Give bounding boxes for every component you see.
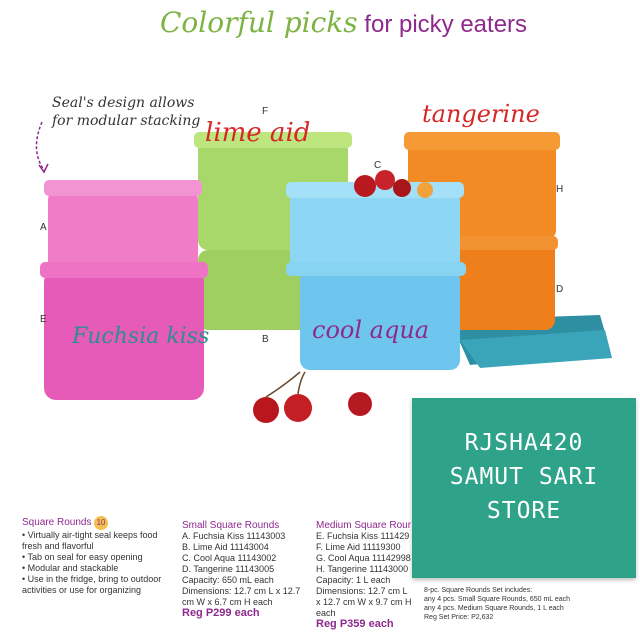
callout-arrow: [36, 122, 44, 170]
stacking-note: Seal's design allows for modular stacking: [52, 95, 201, 129]
cool-aqua-label: cool aqua: [312, 316, 430, 344]
small-rounds-block: [182, 520, 312, 619]
small-capacity: Capacity: 650 mL each: [182, 575, 274, 585]
page-badge: 10: [94, 516, 108, 530]
features-block: [22, 516, 172, 596]
set-info-line: Reg Set Price: P2,632: [424, 614, 494, 621]
medium-rounds-block: [316, 520, 412, 630]
small-dimensions: Dimensions: 12.7 cm L x 12.7 cm W x 6.7 cm H each: [182, 586, 301, 607]
medium-item: G. Cool Aqua 11142998: [316, 553, 411, 563]
feature-item: • Virtually air-tight seal keeps food fresh and flavorful: [22, 530, 158, 551]
fuchsia-kiss-label: Fuchsia kiss: [72, 324, 210, 349]
feature-item: • Use in the fridge, bring to outdoor activities or use for organizing: [22, 574, 162, 595]
features-list: [22, 530, 172, 596]
feature-item: • Tab on seal for easy opening: [22, 552, 143, 562]
tangerine-label: tangerine: [422, 100, 540, 128]
store-line-1: RJSHA420: [464, 430, 584, 456]
medium-heading: Medium Square Rour: [316, 520, 412, 531]
small-price: Reg P299 each: [182, 607, 260, 619]
medium-item: E. Fuchsia Kiss 111429: [316, 531, 410, 541]
small-item: D. Tangerine 11143005: [182, 564, 275, 574]
feature-item: • Modular and stackable: [22, 563, 119, 573]
set-info-line: 8-pc. Square Rounds Set includes:: [424, 587, 533, 594]
lime-aid-label: lime aid: [205, 118, 311, 148]
medium-item: H. Tangerine 11143000: [316, 564, 409, 574]
label-e: E: [40, 314, 47, 325]
small-item: A. Fuchsia Kiss 11143003: [182, 531, 286, 541]
set-info-block: [424, 586, 636, 622]
set-info-line: any 4 pcs. Medium Square Rounds, 1 L each: [424, 605, 564, 612]
cherry: [348, 392, 372, 416]
cherry: [284, 394, 312, 422]
medium-dimensions: Dimensions: 12.7 cm L x 12.7 cm W x 9.7 cm H each: [316, 586, 412, 618]
small-item: C. Cool Aqua 11143002: [182, 553, 277, 563]
store-line-3: STORE: [486, 498, 562, 524]
aqua-container-c: [290, 190, 460, 270]
cherry: [253, 397, 279, 423]
label-f: F: [262, 106, 269, 117]
title-rest: for picky eaters: [357, 11, 528, 38]
small-heading: Small Square Rounds: [182, 520, 280, 531]
features-heading: Square Rounds 10: [22, 516, 172, 530]
title-script: Colorful picks: [160, 6, 358, 39]
label-d: D: [556, 284, 564, 295]
store-line-2: SAMUT SARI: [449, 464, 599, 490]
label-c: C: [374, 160, 382, 171]
set-info-line: any 4 pcs. Small Square Rounds, 650 mL each: [424, 596, 571, 603]
medium-item: F. Lime Aid 11119300: [316, 542, 401, 552]
label-h: H: [556, 184, 564, 195]
store-watermark: [412, 398, 636, 578]
small-item: B. Lime Aid 11143004: [182, 542, 269, 552]
label-b: B: [262, 334, 269, 345]
label-a: A: [40, 222, 47, 233]
medium-capacity: Capacity: 1 L each: [316, 575, 391, 585]
medium-price: Reg P359 each: [316, 618, 394, 630]
